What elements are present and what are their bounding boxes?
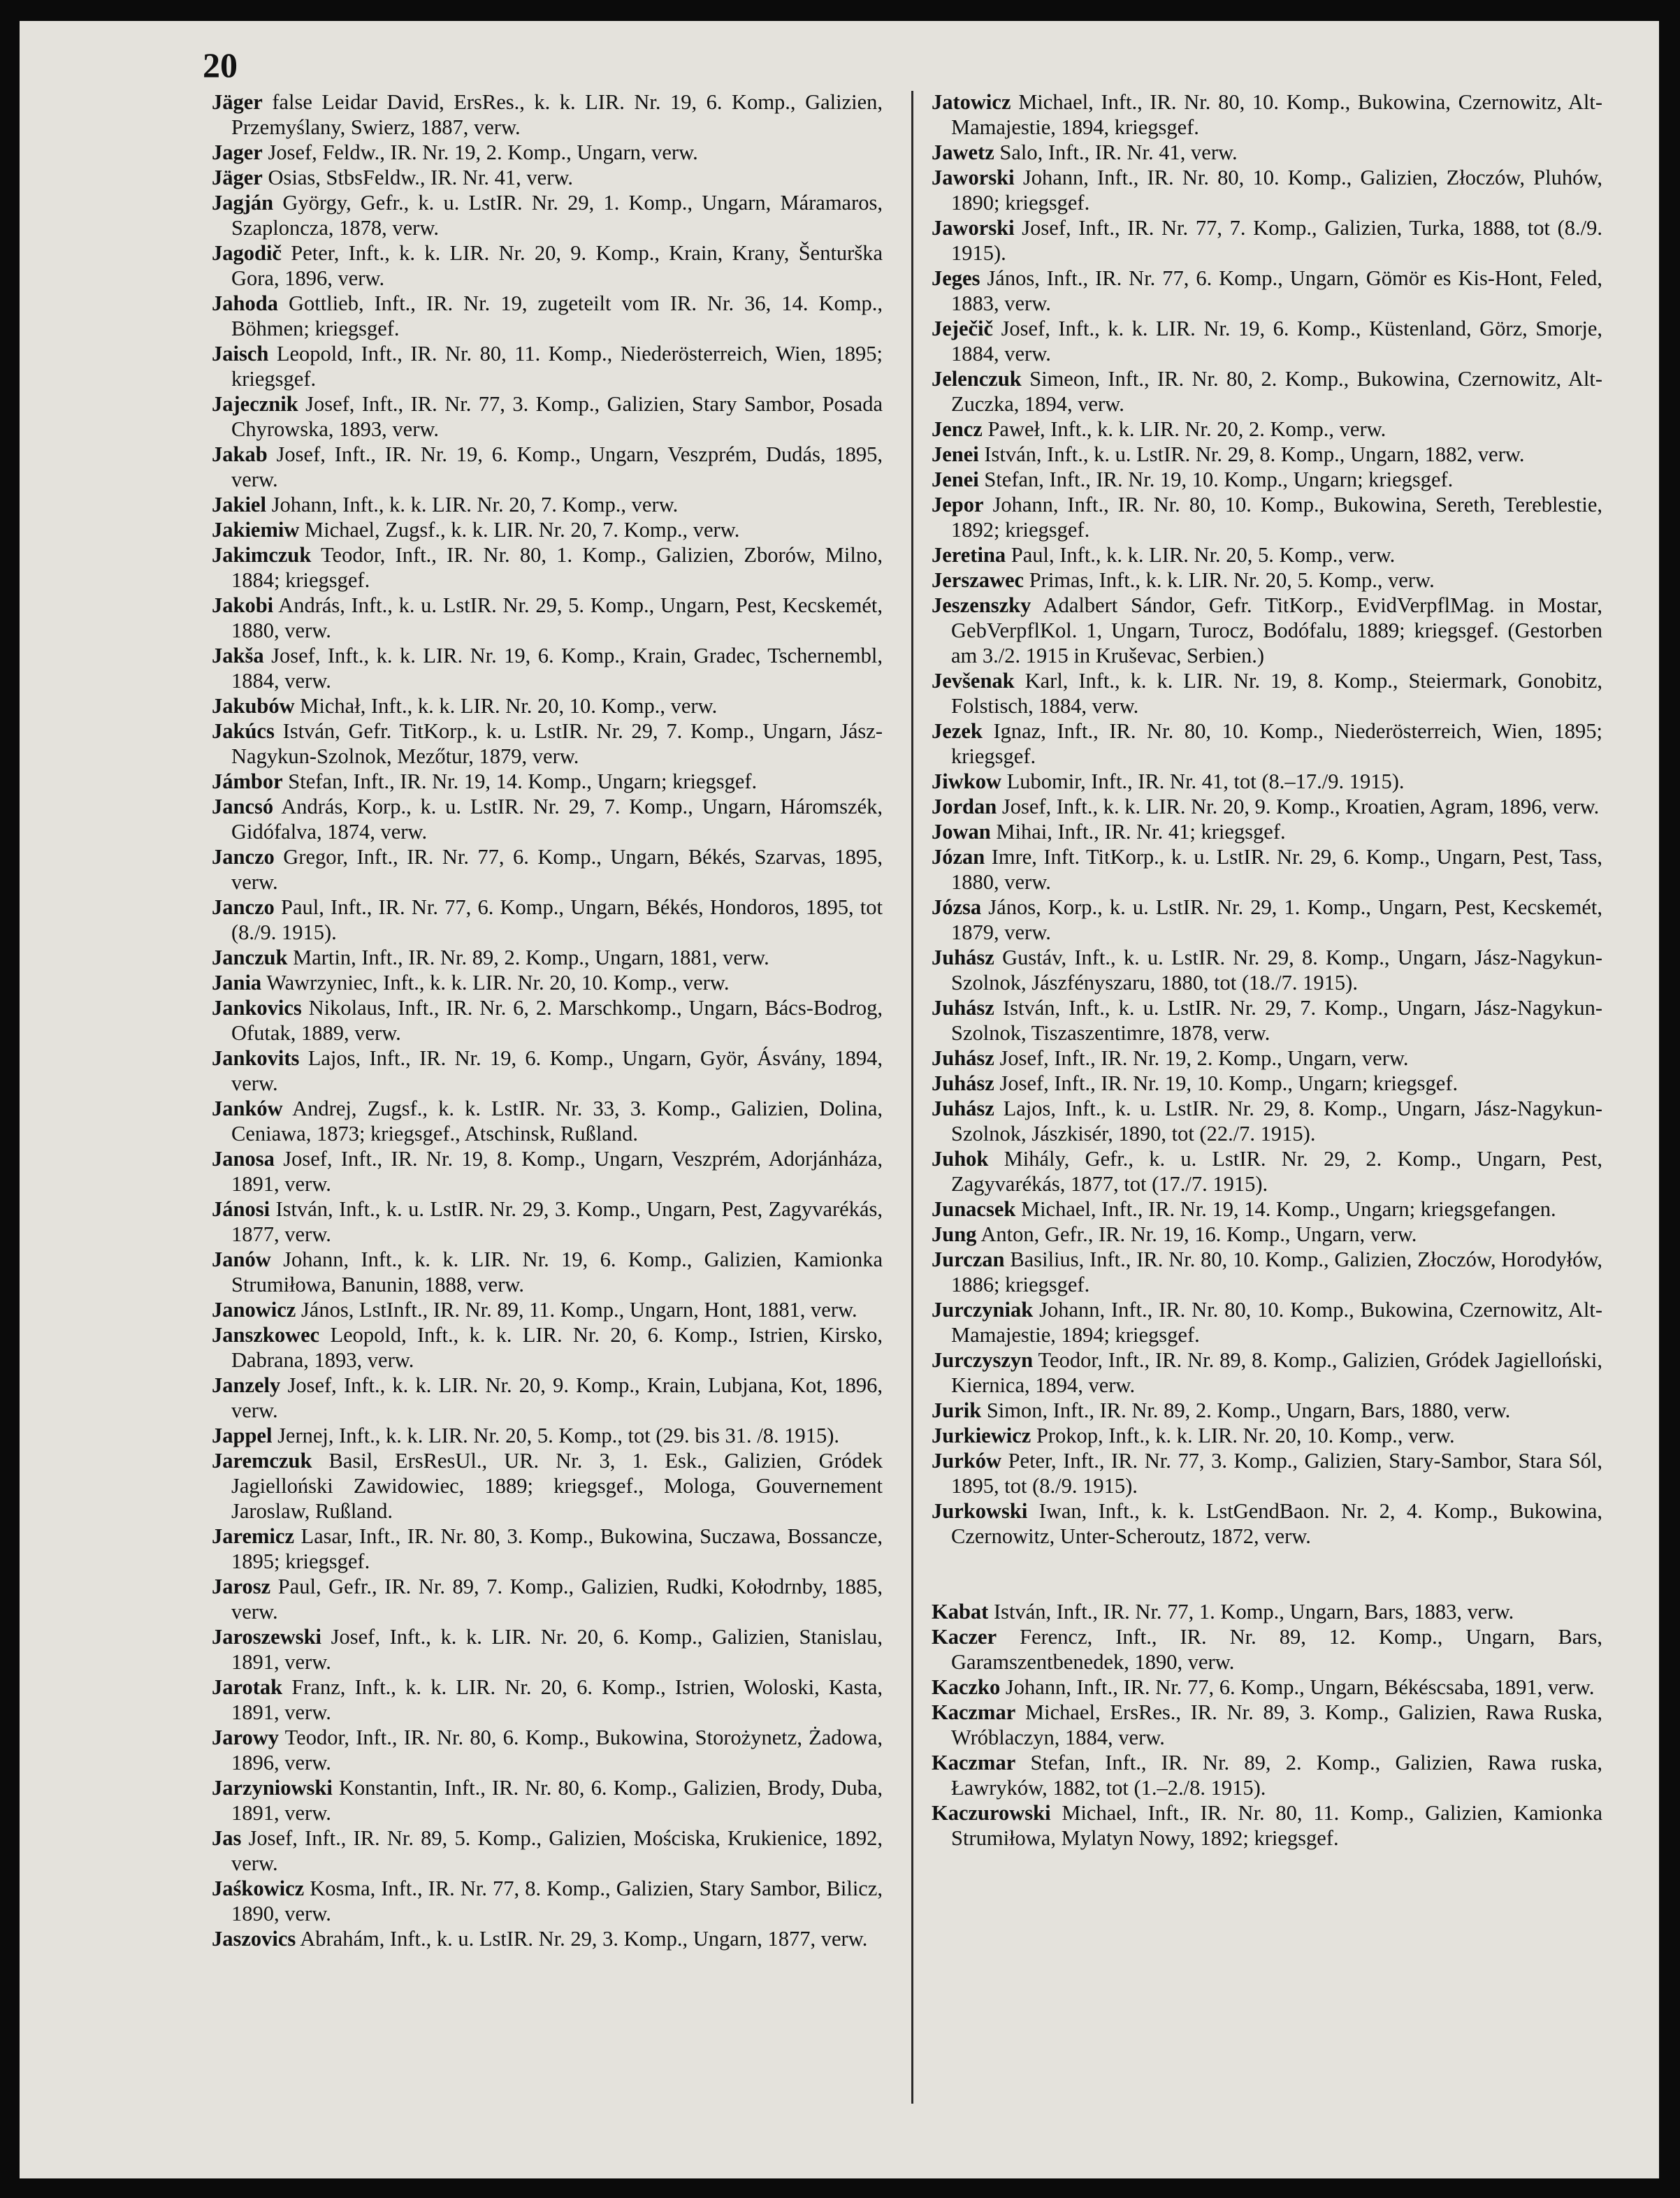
list-entry (932, 140, 1602, 165)
entry-details: Mihály, Gefr., k. u. LstIR. Nr. 29, 2. Komp., Ungarn, Pest, Zagyvarékás, 1877, tot (17./7. 1915). (951, 1147, 1602, 1196)
list-entry (932, 1599, 1602, 1624)
entry-details: Josef, Inft., IR. Nr. 77, 7. Komp., Galizien, Turka, 1888, tot (8./9. 1915). (951, 216, 1602, 265)
entry-surname: Jaworski (932, 216, 1015, 240)
list-entry (212, 895, 883, 945)
list-entry (932, 844, 1602, 895)
entry-surname: Jakimczuk (212, 543, 312, 567)
entry-surname: Jeges (932, 266, 980, 290)
entry-details: Mihai, Inft., IR. Nr. 41; kriegsgef. (996, 820, 1286, 844)
entry-surname: Jawetz (932, 140, 994, 164)
entry-surname: Janowicz (212, 1298, 296, 1322)
entry-details: Simon, Inft., IR. Nr. 89, 2. Komp., Ungarn, Bars, 1880, verw. (986, 1398, 1511, 1422)
entry-surname: Janczo (212, 895, 275, 919)
entry-surname: Jakša (212, 644, 264, 667)
list-entry (212, 1675, 883, 1725)
entry-details: János, Inft., IR. Nr. 77, 6. Komp., Ungarn, Gömör es Kis-Hont, Feled, 1883, verw. (951, 266, 1603, 315)
entry-details: Josef, Inft., IR. Nr. 19, 8. Komp., Ungarn, Veszprém, Adorjánháza, 1891, verw. (231, 1147, 883, 1196)
list-entry (932, 1347, 1602, 1398)
list-entry (932, 1046, 1602, 1071)
entry-surname: Jagodič (212, 241, 282, 265)
list-entry (932, 1750, 1602, 1800)
entry-details: Karl, Inft., k. k. LIR. Nr. 19, 8. Komp., Steiermark, Gonobitz, Folstisch, 1884, verw. (951, 669, 1603, 718)
list-entry (932, 1624, 1602, 1675)
entry-surname: Jevšenak (932, 669, 1015, 693)
list-entry (212, 391, 883, 442)
entry-surname: Janczuk (212, 946, 288, 969)
list-entry (212, 794, 883, 844)
list-entry (212, 1046, 883, 1096)
list-entry (212, 492, 883, 517)
entry-details: Lubomir, Inft., IR. Nr. 41, tot (8.–17./9. 1915). (1006, 769, 1405, 793)
list-entry (932, 593, 1602, 668)
entry-surname: Kabat (932, 1600, 989, 1624)
entry-details: Osias, StbsFeldw., IR. Nr. 41, verw. (268, 166, 574, 189)
list-entry (212, 89, 883, 140)
list-entry (212, 769, 883, 794)
entry-surname: Juhász (932, 946, 994, 969)
entry-details: Josef, Inft., k. k. LIR. Nr. 19, 6. Komp., Küstenland, Görz, Smorje, 1884, verw. (951, 317, 1602, 366)
entry-surname: Jakubów (212, 694, 295, 718)
entry-surname: Jung (932, 1222, 977, 1246)
list-entry (932, 769, 1602, 794)
entry-surname: Janów (212, 1248, 271, 1271)
list-entry (212, 1926, 883, 1951)
entry-surname: Jania (212, 971, 262, 995)
entry-details: Konstantin, Inft., IR. Nr. 80, 6. Komp., Galizien, Brody, Duba, 1891, verw. (231, 1776, 883, 1825)
entry-surname: Jeječič (932, 317, 994, 340)
entry-details: Abrahám, Inft., k. u. LstIR. Nr. 29, 3. Komp., Ungarn, 1877, verw. (300, 1927, 868, 1951)
list-entry (212, 240, 883, 291)
list-entry (932, 1247, 1602, 1297)
entry-details: Kosma, Inft., IR. Nr. 77, 8. Komp., Galizien, Stary Sambor, Bilicz, 1890, verw. (231, 1877, 883, 1925)
entry-surname: Jámbor (212, 769, 283, 793)
list-entry (932, 492, 1602, 542)
list-entry (212, 140, 883, 165)
list-entry (212, 1322, 883, 1373)
entry-details: István, Gefr. TitKorp., k. u. LstIR. Nr. 29, 7. Komp., Ungarn, Jász-Nagykun-Szolnok, Mezőtur, 1879, verw. (231, 719, 883, 768)
list-entry (932, 417, 1602, 442)
list-entry (212, 542, 883, 593)
entry-surname: Jajecznik (212, 392, 298, 416)
entry-details: Ignaz, Inft., IR. Nr. 80, 10. Komp., Niederösterreich, Wien, 1895; kriegsgef. (951, 719, 1603, 768)
list-entry (212, 341, 883, 391)
entry-details: Johann, Inft., IR. Nr. 80, 10. Komp., Bukowina, Czernowitz, Alt-Mamajestie, 1894; kriegsgef. (951, 1298, 1603, 1347)
entry-details: Simeon, Inft., IR. Nr. 80, 2. Komp., Bukowina, Czernowitz, Alt-Zuczka, 1894, verw. (951, 367, 1602, 416)
entry-surname: Jaremczuk (212, 1449, 312, 1473)
page-number: 20 (203, 45, 238, 85)
entry-details: Michael, Inft., IR. Nr. 80, 10. Komp., Bukowina, Czernowitz, Alt-Mamajestie, 1894, kriegsgef. (951, 90, 1602, 139)
entry-details: Stefan, Inft., IR. Nr. 19, 14. Komp., Ungarn; kriegsgef. (288, 769, 758, 793)
entry-details: Michael, Inft., IR. Nr. 80, 11. Komp., Galizien, Kamionka Strumiłowa, Mylatyn Nowy, 1892; kriegsgef. (951, 1801, 1602, 1850)
entry-surname: Jappel (212, 1424, 273, 1447)
entry-surname: Kaczer (932, 1625, 997, 1649)
list-entry (932, 1423, 1602, 1448)
entry-surname: Jiwkow (932, 769, 1001, 793)
entry-details: András, Korp., k. u. LstIR. Nr. 29, 7. Komp., Ungarn, Háromszék, Gidófalva, 1874, verw. (231, 795, 883, 844)
entry-surname: Jurczyniak (932, 1298, 1034, 1322)
list-entry (932, 1297, 1602, 1347)
entry-surname: Janosa (212, 1147, 275, 1171)
entry-details: Michał, Inft., k. k. LIR. Nr. 20, 10. Komp., verw. (300, 694, 718, 718)
entry-surname: Jurków (932, 1449, 1001, 1473)
entry-surname: Junacsek (932, 1197, 1016, 1221)
entry-surname: Józsa (932, 895, 982, 919)
entry-details: false Leidar David, ErsRes., k. k. LIR. Nr. 19, 6. Komp., Galizien, Przemyślany, Swierz, 1887, verw. (231, 90, 883, 139)
list-entry (932, 1096, 1602, 1146)
entry-surname: Juhok (932, 1147, 989, 1171)
list-entry (212, 1196, 883, 1247)
list-entry (932, 1800, 1602, 1851)
list-entry (932, 366, 1602, 417)
entry-details: Michael, ErsRes., IR. Nr. 89, 3. Komp., Galizien, Rawa Ruska, Wróblaczyn, 1884, verw. (951, 1700, 1603, 1749)
entry-surname: Jurik (932, 1398, 982, 1422)
list-entry (932, 1222, 1602, 1247)
entry-surname: Jaremicz (212, 1524, 294, 1548)
list-entry (212, 1524, 883, 1574)
entry-surname: Janszkowec (212, 1323, 320, 1347)
list-entry (212, 643, 883, 693)
entry-surname: Jakab (212, 442, 268, 466)
entry-details: Paul, Inft., k. k. LIR. Nr. 20, 5. Komp., verw. (1011, 543, 1396, 567)
entry-surname: Jelenczuk (932, 367, 1022, 391)
entry-details: Andrej, Zugsf., k. k. LstIR. Nr. 33, 3. Komp., Galizien, Dolina, Ceniawa, 1873; kriegsgef., Atschinsk, Rußland. (231, 1097, 883, 1145)
entry-details: István, Inft., k. u. LstIR. Nr. 29, 7. Komp., Ungarn, Jász-Nagykun-Szolnok, Tiszaszentimre, 1878, verw. (951, 996, 1602, 1045)
list-entry (212, 1876, 883, 1926)
list-entry (212, 291, 883, 341)
entry-details: Michael, Zugsf., k. k. LIR. Nr. 20, 7. Komp., verw. (305, 518, 740, 542)
list-entry (212, 1373, 883, 1423)
entry-surname: Kaczmar (932, 1751, 1016, 1774)
list-entry (212, 1775, 883, 1825)
document-page (20, 21, 1659, 2178)
entry-surname: Janczo (212, 845, 275, 869)
entry-details: András, Inft., k. u. LstIR. Nr. 29, 5. Komp., Ungarn, Pest, Kecskemét, 1880, verw. (231, 593, 883, 642)
entry-surname: Jezek (932, 719, 983, 743)
list-entry (212, 1297, 883, 1322)
entry-details: Franz, Inft., k. k. LIR. Nr. 20, 6. Komp., Istrien, Woloski, Kasta, 1891, verw. (231, 1675, 883, 1724)
entry-surname: Jeszenszky (932, 593, 1031, 617)
entry-surname: Jankovits (212, 1046, 300, 1070)
column-divider (911, 91, 913, 2104)
entry-details: Primas, Inft., k. k. LIR. Nr. 20, 5. Komp., verw. (1029, 568, 1435, 592)
entry-details: Gustáv, Inft., k. u. LstIR. Nr. 29, 8. Komp., Ungarn, Jász-Nagykun-Szolnok, Jászfényszaru, 1880, tot (18./7. 1915). (951, 946, 1602, 995)
entry-details: János, LstInft., IR. Nr. 89, 11. Komp., Ungarn, Hont, 1881, verw. (300, 1298, 857, 1322)
entry-details: Johann, Inft., IR. Nr. 80, 10. Komp., Galizien, Złoczów, Pluhów, 1890; kriegsgef. (951, 166, 1603, 215)
entry-surname: Jurczyszyn (932, 1348, 1034, 1372)
entry-details: Paul, Inft., IR. Nr. 77, 6. Komp., Ungarn, Békés, Hondoros, 1895, tot (8./9. 1915). (231, 895, 883, 944)
entry-details: Anton, Gefr., IR. Nr. 19, 16. Komp., Ungarn, verw. (980, 1222, 1417, 1246)
entry-details: Josef, Inft., IR. Nr. 77, 3. Komp., Galizien, Stary Sambor, Posada Chyrowska, 1893, verw. (231, 392, 883, 441)
entry-details: Martin, Inft., IR. Nr. 89, 2. Komp., Ungarn, 1881, verw. (293, 946, 769, 969)
entry-surname: Jaroszewski (212, 1625, 322, 1649)
entry-details: Leopold, Inft., k. k. LIR. Nr. 20, 6. Komp., Istrien, Kirsko, Dabrana, 1893, verw. (231, 1323, 883, 1372)
list-entry (212, 693, 883, 718)
entry-details: Prokop, Inft., k. k. LIR. Nr. 20, 10. Komp., verw. (1036, 1424, 1455, 1447)
entry-details: Josef, Inft., IR. Nr. 19, 6. Komp., Ungarn, Veszprém, Dudás, 1895, verw. (231, 442, 883, 491)
entry-details: István, Inft., k. u. LstIR. Nr. 29, 8. Komp., Ungarn, 1882, verw. (984, 442, 1525, 466)
list-entry (932, 215, 1602, 266)
list-entry (932, 1448, 1602, 1498)
entry-details: Josef, Inft., k. k. LIR. Nr. 20, 9. Komp., Kroatien, Agram, 1896, verw. (1001, 795, 1600, 818)
entry-details: Johann, Inft., IR. Nr. 80, 10. Komp., Bukowina, Sereth, Tereblestie, 1892; kriegsgef. (951, 493, 1602, 542)
list-entry (212, 945, 883, 970)
entry-surname: Kaczurowski (932, 1801, 1051, 1825)
list-entry (932, 266, 1602, 316)
list-entry (212, 970, 883, 995)
right-column (932, 89, 1602, 1851)
list-entry (932, 442, 1602, 467)
entry-details: Michael, Inft., IR. Nr. 19, 14. Komp., Ungarn; kriegsgefangen. (1020, 1197, 1556, 1221)
entry-details: Josef, Inft., IR. Nr. 19, 2. Komp., Ungarn, verw. (999, 1046, 1409, 1070)
entry-surname: Jahoda (212, 291, 278, 315)
list-entry (212, 1247, 883, 1297)
list-entry (212, 1624, 883, 1675)
entry-surname: Jerszawec (932, 568, 1024, 592)
list-entry (932, 1675, 1602, 1700)
entry-details: György, Gefr., k. u. LstIR. Nr. 29, 1. Komp., Ungarn, Máramaros, Szaploncza, 1878, verw. (231, 191, 883, 240)
entry-surname: Jurczan (932, 1248, 1005, 1271)
list-entry (212, 593, 883, 643)
entry-surname: Jas (212, 1826, 242, 1850)
entry-details: Teodor, Inft., IR. Nr. 80, 1. Komp., Galizien, Zborów, Milno, 1884; kriegsgef. (231, 543, 883, 592)
entry-surname: Juhász (932, 1097, 994, 1120)
entry-details: István, Inft., IR. Nr. 77, 1. Komp., Ungarn, Bars, 1883, verw. (993, 1600, 1514, 1624)
list-entry (932, 819, 1602, 844)
entry-surname: Jankovics (212, 996, 302, 1020)
list-entry (212, 517, 883, 542)
entry-surname: Jenei (932, 468, 979, 491)
entry-surname: Jepor (932, 493, 984, 516)
list-entry (212, 1423, 883, 1448)
list-entry (212, 165, 883, 190)
entry-details: Peter, Inft., k. k. LIR. Nr. 20, 9. Komp., Krain, Krany, Šenturška Gora, 1896, verw. (231, 241, 883, 290)
entry-details: Gottlieb, Inft., IR. Nr. 19, zugeteilt vom IR. Nr. 36, 14. Komp., Böhmen; kriegsgef. (231, 291, 883, 340)
entry-details: Josef, Inft., k. k. LIR. Nr. 19, 6. Komp., Krain, Gradec, Tschernembl, 1884, verw. (231, 644, 883, 693)
list-entry (212, 1725, 883, 1775)
list-entry (932, 1498, 1602, 1549)
entry-details: Paul, Gefr., IR. Nr. 89, 7. Komp., Galizien, Rudki, Kołodrnby, 1885, verw. (231, 1575, 883, 1624)
list-entry (932, 542, 1602, 567)
list-entry (932, 718, 1602, 769)
entry-surname: Jakúcs (212, 719, 275, 743)
entry-surname: Jakiemiw (212, 518, 300, 542)
entry-details: Johann, Inft., k. k. LIR. Nr. 19, 6. Komp., Galizien, Kamionka Strumiłowa, Banunin, 1888, verw. (231, 1248, 883, 1296)
left-column (212, 89, 883, 1951)
entry-surname: Jancsó (212, 795, 274, 818)
entry-details: János, Korp., k. u. LstIR. Nr. 29, 1. Komp., Ungarn, Pest, Kecskemét, 1879, verw. (951, 895, 1603, 944)
entry-details: Salo, Inft., IR. Nr. 41, verw. (999, 140, 1238, 164)
list-entry (932, 89, 1602, 140)
entry-surname: Juhász (932, 1071, 994, 1095)
entry-details: Josef, Inft., IR. Nr. 89, 5. Komp., Galizien, Mościska, Krukienice, 1892, verw. (231, 1826, 883, 1875)
entry-details: Wawrzyniec, Inft., k. k. LIR. Nr. 20, 10. Komp., verw. (266, 971, 730, 995)
entry-surname: Jager (212, 140, 263, 164)
entry-details: Johann, Inft., k. k. LIR. Nr. 20, 7. Komp., verw. (271, 493, 679, 516)
list-entry (212, 442, 883, 492)
entry-details: István, Inft., k. u. LstIR. Nr. 29, 3. Komp., Ungarn, Pest, Zagyvarékás, 1877, verw. (231, 1197, 883, 1246)
entry-surname: Jurkiewicz (932, 1424, 1031, 1447)
entry-details: Gregor, Inft., IR. Nr. 77, 6. Komp., Ungarn, Békés, Szarvas, 1895, verw. (231, 845, 883, 894)
entry-details: Johann, Inft., IR. Nr. 77, 6. Komp., Ungarn, Békéscsaba, 1891, verw. (1005, 1675, 1595, 1699)
entry-surname: Jaisch (212, 342, 269, 366)
entry-surname: Józan (932, 845, 985, 869)
list-entry (932, 1196, 1602, 1222)
entry-details: Peter, Inft., IR. Nr. 77, 3. Komp., Galizien, Stary-Sambor, Stara Sól, 1895, tot (8./9. 1915). (951, 1449, 1602, 1498)
entry-surname: Jarzyniowski (212, 1776, 333, 1800)
list-entry (212, 844, 883, 895)
list-entry (932, 895, 1602, 945)
entry-surname: Juhász (932, 996, 994, 1020)
list-entry (212, 1096, 883, 1146)
entry-surname: Jaśkowicz (212, 1877, 305, 1900)
entry-details: Lasar, Inft., IR. Nr. 80, 3. Komp., Bukowina, Suczawa, Bossancze, 1895; kriegsgef. (231, 1524, 883, 1573)
entry-details: Imre, Inft. TitKorp., k. u. LstIR. Nr. 29, 6. Komp., Ungarn, Pest, Tass, 1880, verw. (951, 845, 1603, 894)
entry-surname: Janzely (212, 1373, 281, 1397)
list-entry (932, 567, 1602, 593)
list-entry (932, 467, 1602, 492)
entry-surname: Kaczmar (932, 1700, 1016, 1724)
entry-surname: Jatowicz (932, 90, 1011, 114)
entry-surname: Kaczko (932, 1675, 1001, 1699)
list-entry (932, 316, 1602, 366)
entry-details: Leopold, Inft., IR. Nr. 80, 11. Komp., Niederösterreich, Wien, 1895; kriegsgef. (231, 342, 883, 391)
list-entry (932, 794, 1602, 819)
entry-details: Teodor, Inft., IR. Nr. 80, 6. Komp., Bukowina, Storożynetz, Żadowa, 1896, verw. (231, 1726, 883, 1774)
entry-details: Stefan, Inft., IR. Nr. 89, 2. Komp., Galizien, Rawa ruska, Ławryków, 1882, tot (1.–2./8. 1915). (951, 1751, 1603, 1800)
entry-surname: Jowan (932, 820, 991, 844)
entry-surname: Jaworski (932, 166, 1015, 189)
entry-details: Josef, Inft., k. k. LIR. Nr. 20, 6. Komp., Galizien, Stanislau, 1891, verw. (231, 1625, 883, 1674)
entry-details: Nikolaus, Inft., IR. Nr. 6, 2. Marschkomp., Ungarn, Bács-Bodrog, Ofutak, 1889, verw. (231, 996, 883, 1045)
entry-details: Ferencz, Inft., IR. Nr. 89, 12. Komp., Ungarn, Bars, Garamszentbenedek, 1890, verw. (951, 1625, 1603, 1674)
entry-details: Basil, ErsResUl., UR. Nr. 3, 1. Esk., Galizien, Gródek Jagielloński Zawidowiec, 1889; kriegsgef., Mologa, Gouvernement Jaroslaw, Rußland. (231, 1449, 883, 1523)
list-entry (212, 1574, 883, 1624)
list-entry (212, 718, 883, 769)
entry-details: Basilius, Inft., IR. Nr. 80, 10. Komp., Galizien, Złoczów, Horodyłów, 1886; kriegsgef. (951, 1248, 1602, 1296)
entry-surname: Jarotak (212, 1675, 283, 1699)
list-entry (932, 1071, 1602, 1096)
list-entry (212, 1146, 883, 1196)
entry-details: Teodor, Inft., IR. Nr. 89, 8. Komp., Galizien, Gródek Jagielloński, Kiernica, 1894, verw. (951, 1348, 1602, 1397)
entry-surname: Jánosi (212, 1197, 270, 1221)
list-entry (932, 1146, 1602, 1196)
entry-details: Iwan, Inft., k. k. LstGendBaon. Nr. 2, 4. Komp., Bukowina, Czernowitz, Unter-Scheroutz, 1872, verw. (951, 1499, 1603, 1548)
entry-details: Stefan, Inft., IR. Nr. 19, 10. Komp., Ungarn; kriegsgef. (984, 468, 1454, 491)
entry-surname: Jencz (932, 417, 983, 441)
entry-details: Josef, Inft., k. k. LIR. Nr. 20, 9. Komp., Krain, Lubjana, Kot, 1896, verw. (231, 1373, 883, 1422)
list-entry (212, 1825, 883, 1876)
list-entry (932, 165, 1602, 215)
entry-details: Lajos, Inft., IR. Nr. 19, 6. Komp., Ungarn, Györ, Ásvány, 1894, verw. (231, 1046, 883, 1095)
entry-surname: Jordan (932, 795, 997, 818)
entry-surname: Jarowy (212, 1726, 280, 1749)
list-entry (932, 1700, 1602, 1750)
entry-surname: Jäger (212, 166, 263, 189)
entry-details: Lajos, Inft., k. u. LstIR. Nr. 29, 8. Komp., Ungarn, Jász-Nagykun-Szolnok, Jászkisér, 1890, tot (22./7. 1915). (951, 1097, 1603, 1145)
entry-surname: Jurkowski (932, 1499, 1028, 1523)
entry-surname: Jäger (212, 90, 263, 114)
entry-surname: Jagján (212, 191, 274, 215)
entry-surname: Jarosz (212, 1575, 271, 1598)
entry-surname: Jeretina (932, 543, 1006, 567)
list-entry (932, 945, 1602, 995)
entry-surname: Janków (212, 1097, 283, 1120)
list-entry (932, 668, 1602, 718)
entry-details: Adalbert Sándor, Gefr. TitKorp., EvidVerpflMag. in Mostar, GebVerpflKol. 1, Ungarn, Turocz, Bodófalu, 1889; kriegsgef. (Gestorben am 3./2. 1915 in Kruševac, Serbien.) (951, 593, 1602, 667)
list-entry (212, 190, 883, 240)
entry-details: Josef, Inft., IR. Nr. 19, 10. Komp., Ungarn; kriegsgef. (999, 1071, 1458, 1095)
entry-surname: Jaszovics (212, 1927, 296, 1951)
entry-surname: Jakiel (212, 493, 266, 516)
list-entry (932, 1398, 1602, 1423)
list-entry (212, 995, 883, 1046)
entry-details: Josef, Feldw., IR. Nr. 19, 2. Komp., Ungarn, verw. (268, 140, 698, 164)
list-entry (212, 1448, 883, 1524)
list-entry (932, 995, 1602, 1046)
entry-surname: Jenei (932, 442, 979, 466)
entry-surname: Jakobi (212, 593, 274, 617)
entry-surname: Juhász (932, 1046, 994, 1070)
entry-details: Jernej, Inft., k. k. LIR. Nr. 20, 5. Komp., tot (29. bis 31. /8. 1915). (277, 1424, 840, 1447)
entry-details: Paweł, Inft., k. k. LIR. Nr. 20, 2. Komp., verw. (987, 417, 1386, 441)
